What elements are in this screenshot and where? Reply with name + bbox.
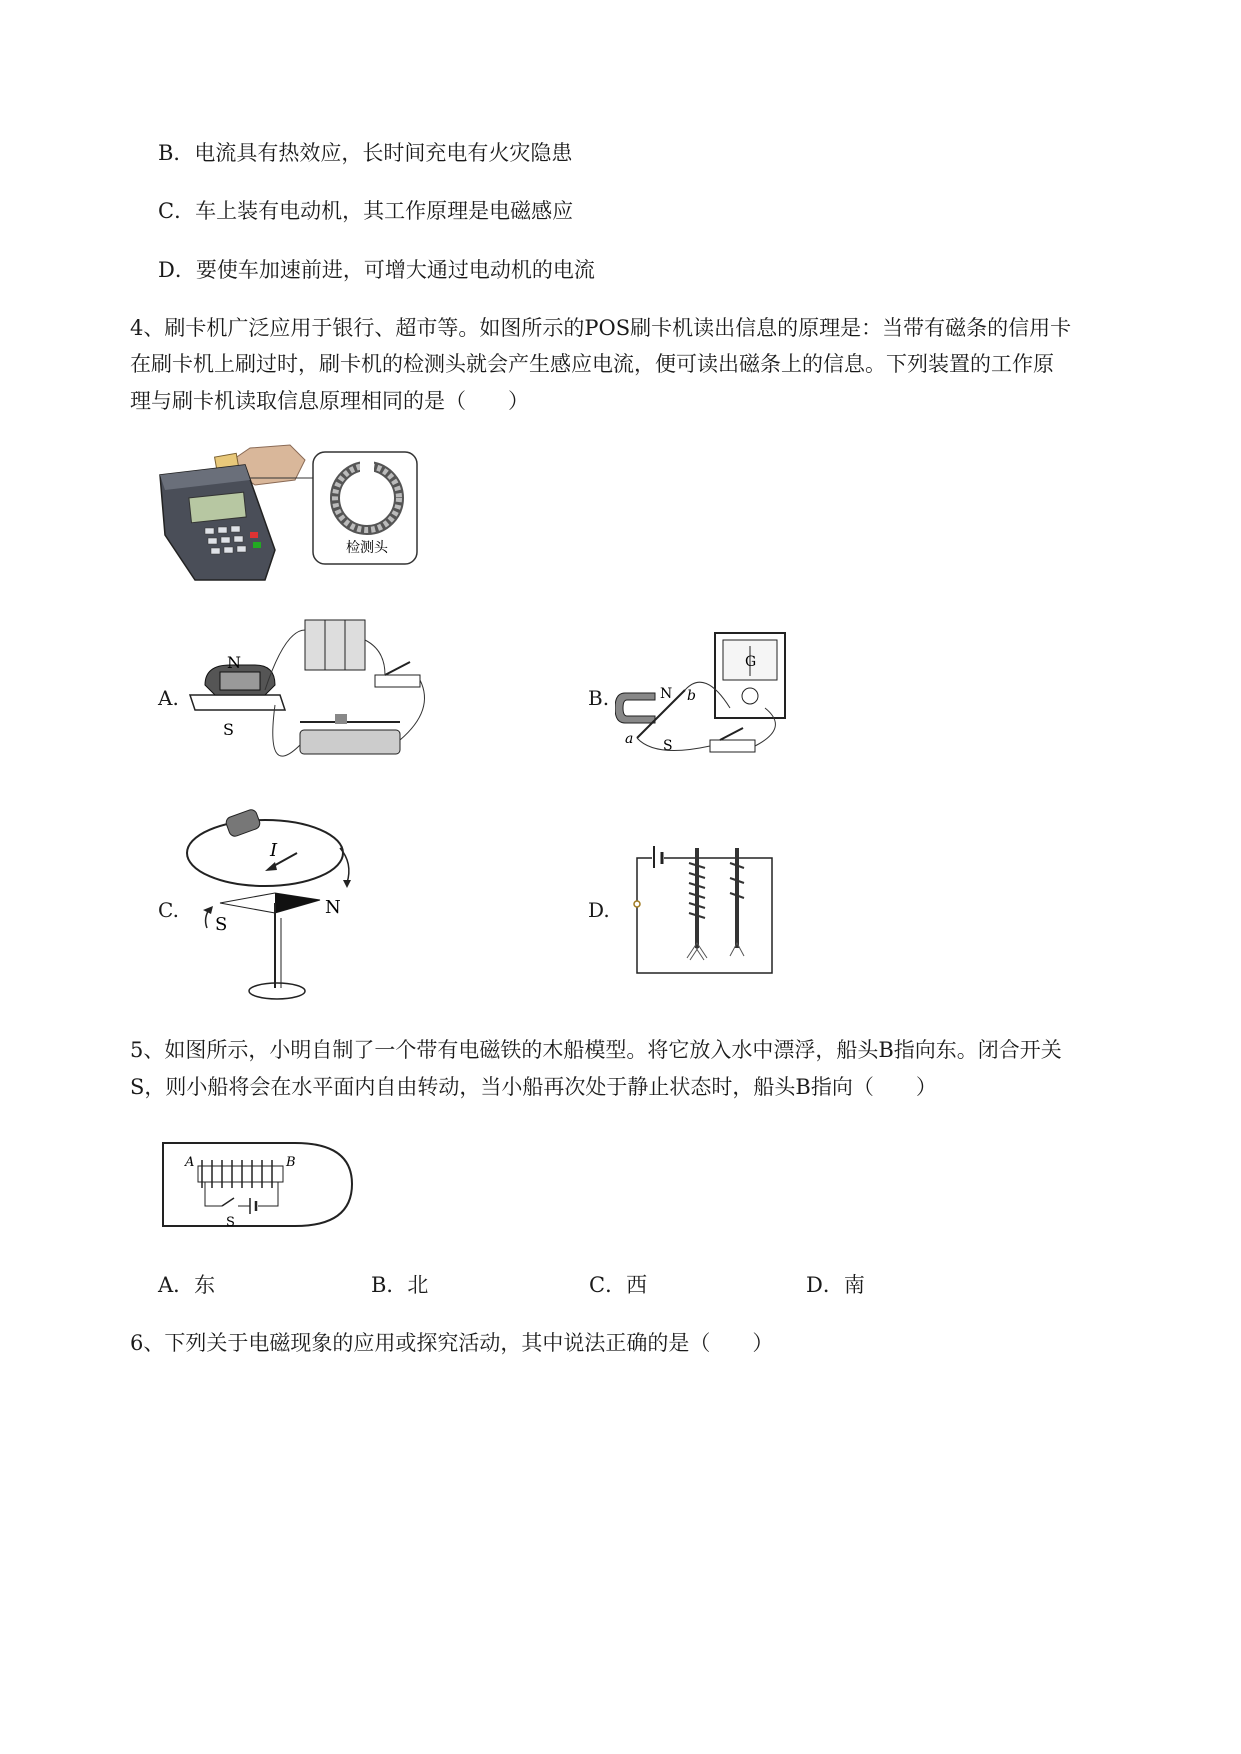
fig-b-n-label: N — [660, 686, 673, 702]
q6-stem: 6、下列关于电磁现象的应用或探究活动，其中说法正确的是（ ） — [130, 1331, 774, 1355]
q4-figure-b — [615, 628, 800, 763]
q3-option-b: B．电流具有热效应，长时间充电有火灾隐患 — [158, 141, 573, 165]
q4-option-c-label: C. — [158, 898, 179, 922]
fig-a-n-label: N — [227, 653, 241, 672]
q3-option-c: C．车上装有电动机，其工作原理是电磁感应 — [158, 199, 574, 223]
fig-b-g-label: G — [745, 654, 757, 670]
boat-a-label: A — [185, 1155, 195, 1170]
fig-c-s-label: S — [215, 914, 228, 935]
q4-figure-a — [185, 610, 440, 780]
q4-stem-line-2: 在刷卡机上刷过时，刷卡机的检测头就会产生感应电流，便可读出磁条上的信息。下列装置的工作原 — [130, 352, 1054, 376]
q5-option-b: B．北 — [371, 1273, 429, 1297]
q4-option-d-label: D. — [588, 898, 610, 922]
boat-figure — [160, 1138, 355, 1233]
fig-c-n-label: N — [325, 897, 341, 918]
q5-stem-line-1: 5、如图所示，小明自制了一个带有电磁铁的木船模型。将它放入水中漂浮，船头B指向东。闭合开关 — [130, 1038, 1062, 1062]
boat-b-label: B — [286, 1155, 296, 1170]
fig-a-s-label: S — [223, 720, 234, 739]
q5-option-a: A．东 — [158, 1273, 216, 1297]
q4-option-a-label: A. — [158, 686, 179, 710]
fig-c-i-label: I — [270, 840, 278, 861]
q4-figure-d — [632, 838, 777, 978]
q5-option-d: D．南 — [806, 1273, 865, 1297]
fig-b-s-label: S — [663, 738, 673, 754]
q4-stem-line-3: 理与刷卡机读取信息原理相同的是（ ） — [130, 389, 529, 413]
fig-b-b-label: b — [687, 688, 696, 704]
q4-option-b-label: B. — [588, 686, 610, 710]
q5-stem-line-2: S，则小船将会在水平面内自由转动，当小船再次处于静止状态时，船头B指向（ ） — [130, 1075, 937, 1099]
pos-machine-figure — [155, 440, 425, 590]
q3-option-d: D．要使车加速前进，可增大通过电动机的电流 — [158, 258, 595, 282]
fig-b-a-label: a — [625, 731, 634, 747]
q5-option-c: C．西 — [589, 1273, 648, 1297]
boat-s-label: S — [226, 1215, 235, 1230]
detector-label: 检测头 — [346, 540, 388, 556]
q4-stem-line-1: 4、刷卡机广泛应用于银行、超市等。如图所示的POS刷卡机读出信息的原理是：当带有磁条的信用卡 — [130, 316, 1072, 340]
q4-figure-c — [185, 808, 360, 1008]
